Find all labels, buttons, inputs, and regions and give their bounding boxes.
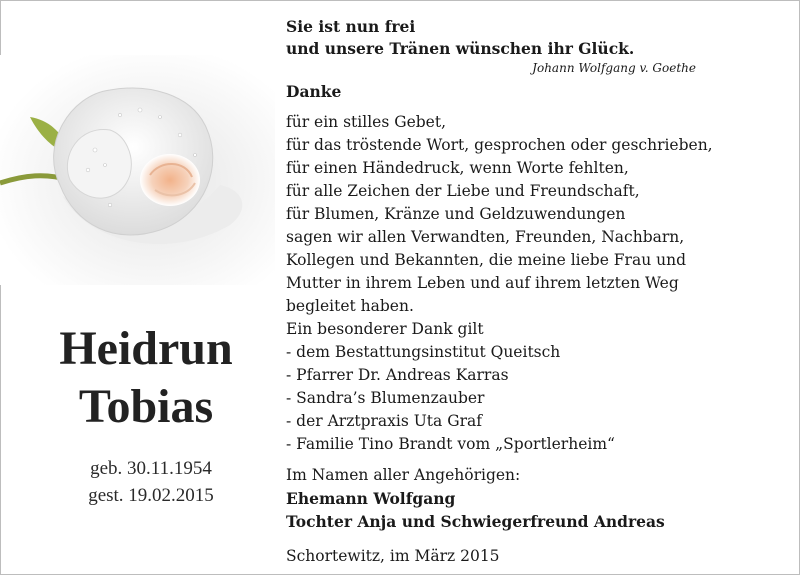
- special-thanks-heading: Ein besonderer Dank gilt: [286, 320, 484, 338]
- thanks-line: Kollegen und Bekannten, die meine liebe Frau und: [286, 251, 687, 269]
- quote-line-1: Sie ist nun frei: [286, 17, 416, 36]
- notice-text: [286, 16, 791, 568]
- special-thanks-item: - Sandra’s Blumenzauber: [286, 389, 485, 407]
- thanks-line: für einen Händedruck, wenn Worte fehlten,: [286, 159, 629, 177]
- death-date: gest. 19.02.2015: [88, 485, 214, 506]
- thanks-line: für alle Zeichen der Liebe und Freundschaft,: [286, 182, 640, 200]
- special-thanks-item: - dem Bestattungsinstitut Queitsch: [286, 343, 561, 361]
- thanks-line: Mutter in ihrem Leben und auf ihrem letzten Weg: [286, 274, 679, 292]
- thanks-line: für das tröstende Wort, gesprochen oder geschrieben,: [286, 136, 713, 154]
- thanks-line: begleitet haben.: [286, 297, 414, 315]
- deceased-first-name: Heidrun: [59, 322, 233, 375]
- signature-line-2: Tochter Anja und Schwiegerfreund Andreas: [286, 512, 665, 531]
- quote-line-2: und unsere Tränen wünschen ihr Glück.: [286, 39, 635, 58]
- birth-date: geb. 30.11.1954: [90, 458, 212, 479]
- thanks-line: für Blumen, Kränze und Geldzuwendungen: [286, 205, 626, 223]
- signature-intro: Im Namen aller Angehörigen:: [286, 466, 521, 484]
- quote-author: Johann Wolfgang v. Goethe: [532, 61, 696, 75]
- thanks-line: sagen wir allen Verwandten, Freunden, Nachbarn,: [286, 228, 685, 246]
- thanks-line: für ein stilles Gebet,: [286, 113, 447, 131]
- special-thanks-item: - Familie Tino Brandt vom „Sportlerheim“: [286, 435, 615, 453]
- special-thanks-item: - Pfarrer Dr. Andreas Karras: [286, 366, 509, 384]
- white-rose-icon: [0, 55, 275, 285]
- signature-line-1: Ehemann Wolfgang: [286, 489, 456, 508]
- special-thanks-item: - der Arztpraxis Uta Graf: [286, 412, 482, 430]
- deceased-last-name: Tobias: [78, 380, 214, 433]
- thanks-heading: Danke: [286, 82, 342, 101]
- place-date: Schortewitz, im März 2015: [286, 547, 500, 565]
